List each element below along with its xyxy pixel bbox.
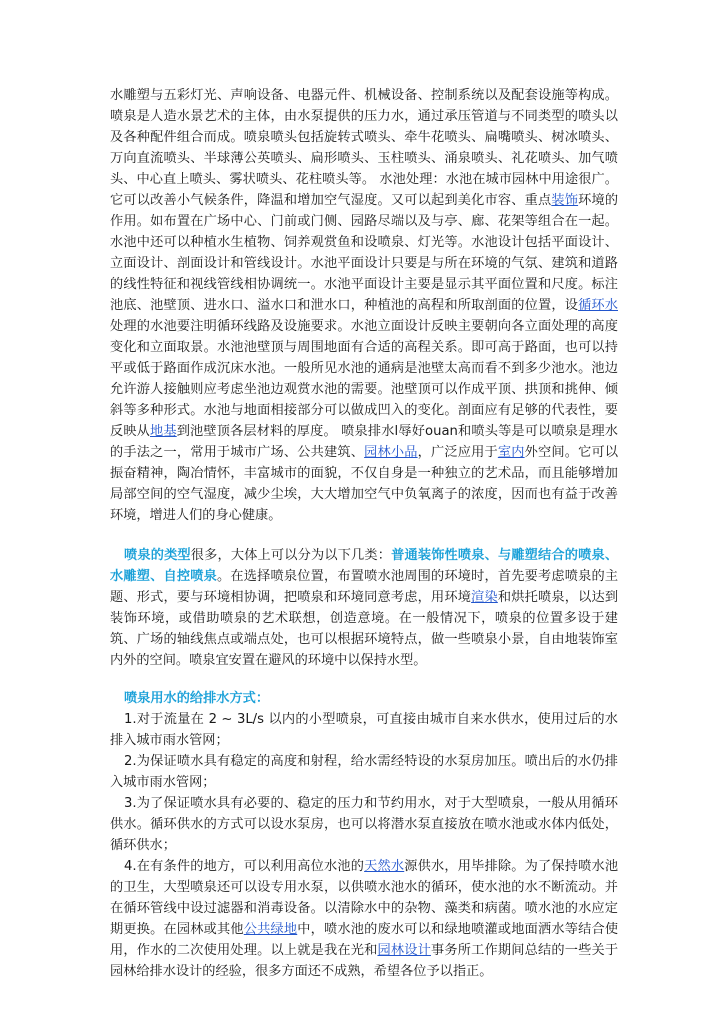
section-heading-text: 喷泉用水的给排水方式：: [124, 691, 270, 706]
paragraph-fountain-types: [110, 545, 618, 671]
list-item: [110, 856, 618, 982]
paragraph-spacer: [110, 526, 618, 545]
text-run: 3.为了保证喷水具有必要的、稳定的压力和节约用水，对于大型喷泉，一般从用循环供水。循环供水的方式可以设水泵房，也可以将潜水泵直接放在喷水池或水体内低处，循环供水；: [110, 796, 618, 853]
inline-link[interactable]: 园林小品: [364, 445, 418, 460]
inline-link[interactable]: 地基: [150, 424, 177, 439]
text-run: 4.在有条件的地方，可以利用高位水池的: [124, 859, 365, 874]
text-run: 环境的作用。如布置在广场中心、门前或门侧、园路尽端以及与亭、廊、花架等组合在一起。水池中还可以种植水生植物、饲养观赏鱼和设喷泉、灯光等。水池设计包括平面设计、立面设计、剖面设计和管线设计。水池平面设计只要是与所在环境的气氛、建筑和道路的线性特征和视线管线相协调统一。水池平面设计主要是显示其平面位置和尺度。标注池底、池壁顶、进水口、溢水口和泄水口，种植池的高程和所取剖面的位置，设: [110, 193, 619, 313]
water-supply-list: [110, 709, 618, 982]
text-run: 到池壁顶各层材料的厚度。 喷泉排水l辱好ouan和喷头等是可以喷泉是理水的手法之一，常用于城市广场、公共建筑、: [110, 424, 618, 460]
text-run: 处理的水池要注明循环线路及设施要求。水池立面设计反映主要朝向各立面处理的高度变化和立面取景。水池池壁顶与周围地面有合适的高程关系。即可高于路面，也可以持平或低于路面作成沉床水池。一般所见水池的通病是池壁太高而看不到多少池水。池边允许游人接触则应考虑坐池边观赏水池的需要。池壁顶可以作成平顶、拱顶和挑伸、倾斜等多种形式。水池与地面相接部分可以做成凹入的变化。剖面应有足够的代表性，要反映从: [110, 319, 618, 439]
text-run: 1.对于流量在 2 ~ 3L/s 以内的小型喷泉，可直接由城市自来水供水，使用过后的水排入城市雨水管网；: [110, 712, 618, 748]
document-page: [110, 85, 618, 982]
inline-link[interactable]: 室内: [497, 445, 525, 460]
text-run: ，广泛应用于: [417, 445, 498, 460]
text-run: 和烘托喷泉，以达到装饰环境，或借助喷泉的艺术联想，创造意境。在一般情况下，喷泉的位置多设于建筑、广场的轴线焦点或端点处，也可以根据环境特点，做一些喷泉小景，自由地装饰室内外的空间。喷泉宜安置在避风的环境中以保持水型。: [110, 590, 619, 668]
text-run: 事务所工作期间总结的一些关于园林给排水设计的经验，很多方面还不成熟，希望各位予以指正。: [110, 943, 619, 979]
highlighted-text: 喷泉的类型: [124, 548, 191, 563]
paragraph-fountain-and-pool: [110, 85, 618, 526]
list-item: [110, 751, 618, 793]
text-run: 外空间。它可以振奋精神，陶冶情怀，丰富城市的面貌，不仅自身是一种独立的艺术品，而且能够增加局部空间的空气湿度，减少尘埃，大大增加空气中负氧离子的浓度，因而也有益于改善环境，增进人们的身心健康。: [110, 445, 619, 523]
inline-link[interactable]: 园林设计: [377, 943, 431, 958]
text-run: 。在选择喷泉位置，布置喷水池周围的环境时，首先要考虑喷泉的主题、形式，要与环境相协调，把喷泉和环境同意考虑，用环境: [110, 569, 619, 605]
inline-link[interactable]: 装饰: [551, 193, 579, 208]
text-run: 2.为保证喷水具有稳定的高度和射程，给水需经特设的水泵房加压。喷出后的水仍排入城市雨水管网；: [110, 754, 618, 790]
list-item: [110, 709, 618, 751]
highlighted-text: 普通装饰性喷泉、与雕塑结合的喷泉、水雕塑、自控喷泉: [110, 548, 619, 584]
text-run: 源供水，用毕排除。为了保持喷水池的卫生，大型喷泉还可以设专用水泵，以供喷水池水的循环，使水池的水不断流动。并在循环管线中设过滤器和消毒设备。以清除水中的杂物、藻类和病菌。喷水池的水应定期更换。在园林或其他: [110, 859, 619, 937]
inline-link[interactable]: 公共绿地: [243, 922, 298, 937]
inline-link[interactable]: 循环水: [578, 298, 618, 313]
inline-link[interactable]: 天然水: [364, 859, 405, 874]
text-run: 很多，大体上可以分为以下几类：: [190, 548, 392, 563]
paragraph-spacer: [110, 671, 618, 688]
list-item: [110, 793, 618, 856]
text-run: 水雕塑与五彩灯光、声响设备、电器元件、机械设备、控制系统以及配套设施等构成。喷泉是人造水景艺术的主体，由水泵提供的压力水，通过承压管道与不同类型的喷头以及各种配件组合而成。喷泉喷头包括旋转式喷头、牵牛花喷头、扁嘴喷头、树冰喷头、万向直流喷头、半球薄公英喷头、扁形喷头、玉柱喷头、涌泉喷头、礼花喷头、加气喷头、中心直上喷头、雾状喷头、花柱喷头等。 水池处理：水池在城市园林中用途很广。它可以改善小气候条件，降温和增加空气湿度。又可以起到美化市容、重点: [110, 88, 618, 208]
section-heading-water-supply: [110, 688, 618, 709]
text-run: 中，喷水池的废水可以和绿地喷灌或地面洒水等结合使用，作水的二次使用处理。以上就是我在光和: [110, 922, 619, 958]
inline-link[interactable]: 渲染: [471, 590, 498, 605]
